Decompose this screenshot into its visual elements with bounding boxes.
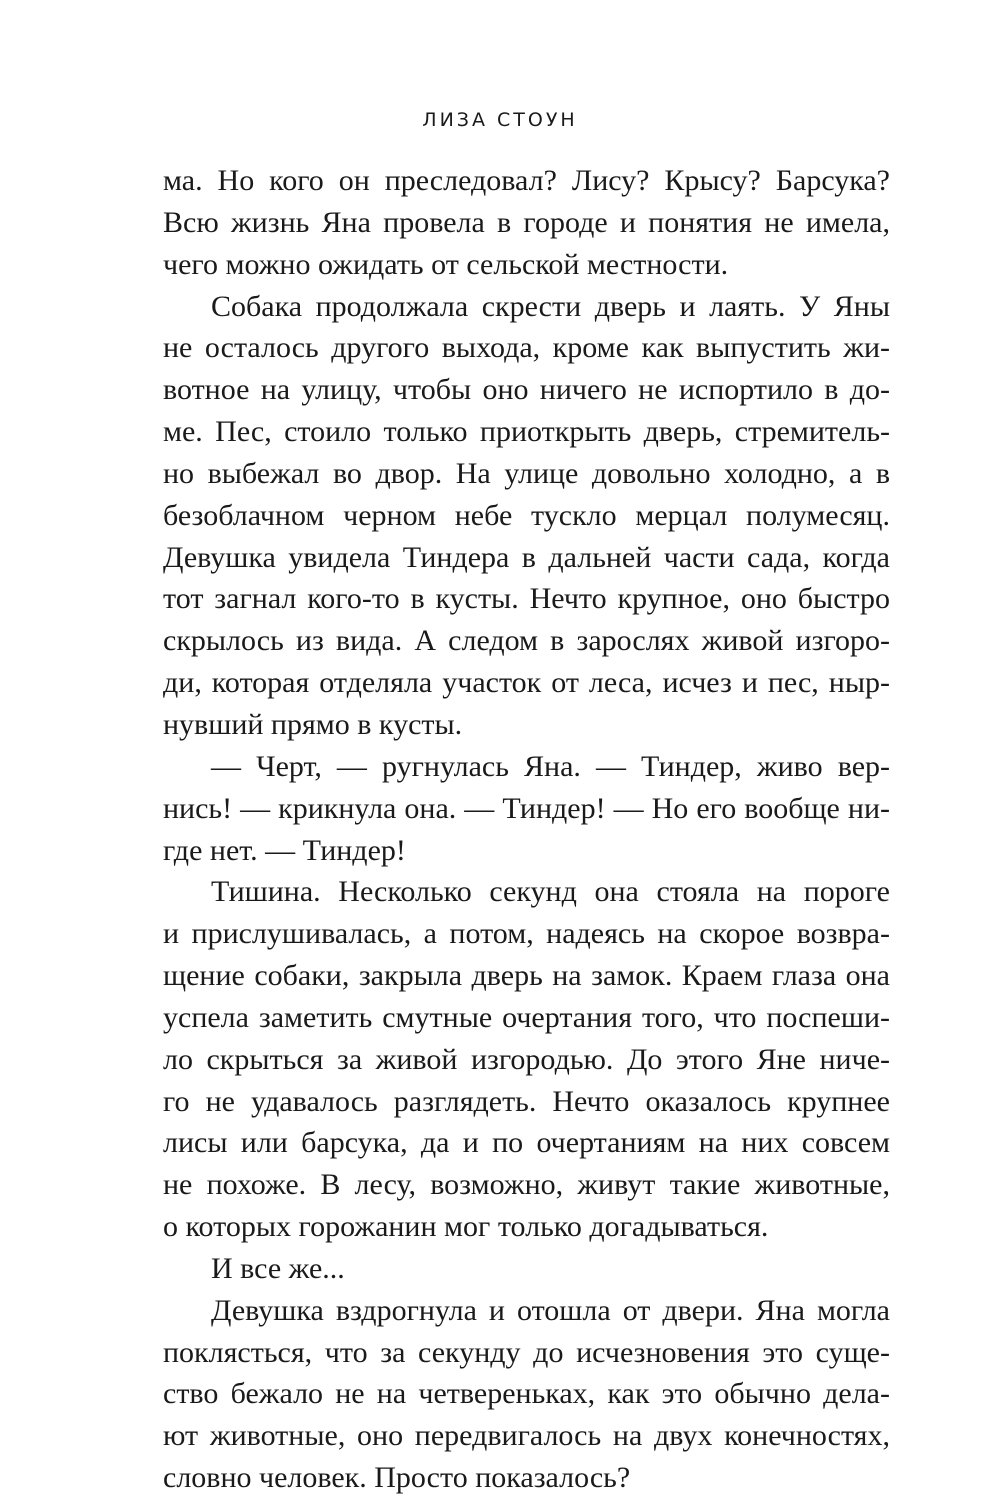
text-line: тот загнал кого-то в кусты. Нечто крупное, оно быстро — [163, 582, 890, 616]
paragraph — [163, 746, 890, 872]
paragraph — [163, 871, 890, 1248]
text-line: И все же... — [211, 1251, 345, 1285]
text-line: чего можно ожидать от сельской местности. — [163, 247, 729, 281]
text-line: го не удавалось разглядеть. Нечто оказалось крупнее — [163, 1084, 890, 1118]
text-line: вотное на улицу, чтобы оно ничего не испортило в до- — [163, 373, 890, 407]
text-line: нувший прямо в кусты. — [163, 707, 463, 741]
text-line: Девушка вздрогнула и отошла от двери. Яна могла — [211, 1293, 890, 1327]
text-line: не осталось другого выхода, кроме как выпустить жи- — [163, 331, 890, 365]
text-line: Всю жизнь Яна провела в городе и понятия не имела, — [163, 205, 890, 239]
text-line: ют животные, оно передвигалось на двух конечностях, — [163, 1419, 890, 1453]
text-line: скрылось из вида. А следом в зарослях живой изгоро- — [163, 624, 890, 658]
text-line: где нет. — Тиндер! — [163, 833, 406, 867]
text-line: Тишина. Несколько секунд она стояла на пороге — [211, 875, 890, 909]
text-line: поклясться, что за секунду до исчезновения это суще- — [163, 1335, 890, 1369]
text-line: и прислушивалась, а потом, надеясь на скорое возвра- — [163, 917, 890, 951]
text-line: ди, которая отделяла участок от леса, исчез и пес, ныр- — [163, 666, 890, 700]
paragraph — [163, 286, 890, 746]
text-line: ме. Пес, стоило только приоткрыть дверь, стремитель- — [163, 415, 890, 449]
paragraph — [163, 1248, 890, 1290]
body-text — [163, 160, 890, 1499]
text-line: безоблачном черном небе тускло мерцал полумесяц. — [163, 498, 890, 532]
text-line: о которых горожанин мог только догадываться. — [163, 1210, 769, 1244]
paragraph — [163, 1290, 890, 1499]
running-head-author: ЛИЗА СТОУН — [422, 109, 578, 131]
text-line: ло скрыться за живой изгородью. До этого Яне ниче- — [163, 1042, 890, 1076]
text-line: щение собаки, закрыла дверь на замок. Краем глаза она — [163, 959, 890, 993]
text-line: лисы или барсука, да и по очертаниям на них совсем — [163, 1126, 890, 1160]
text-line: словно человек. Просто показалось? — [163, 1461, 631, 1495]
text-line: ство бежало не на четвереньках, как это обычно дела- — [163, 1377, 890, 1411]
text-line: ма. Но кого он преследовал? Лису? Крысу? Барсука? — [163, 164, 890, 197]
text-line: нись! — крикнула она. — Тиндер! — Но его вообще ни- — [163, 791, 890, 825]
paragraph — [163, 160, 890, 286]
text-line: но выбежал во двор. На улице довольно холодно, а в — [163, 456, 890, 490]
text-line: Собака продолжала скрести дверь и лаять. У Яны — [211, 289, 890, 323]
text-line: Девушка увидела Тиндера в дальней части сада, когда — [163, 540, 890, 574]
text-line: успела заметить смутные очертания того, что поспеши- — [163, 1000, 890, 1034]
text-line: не похоже. В лесу, возможно, живут такие животные, — [163, 1168, 890, 1202]
text-line: — Черт, — ругнулась Яна. — Тиндер, живо вер- — [211, 749, 890, 783]
